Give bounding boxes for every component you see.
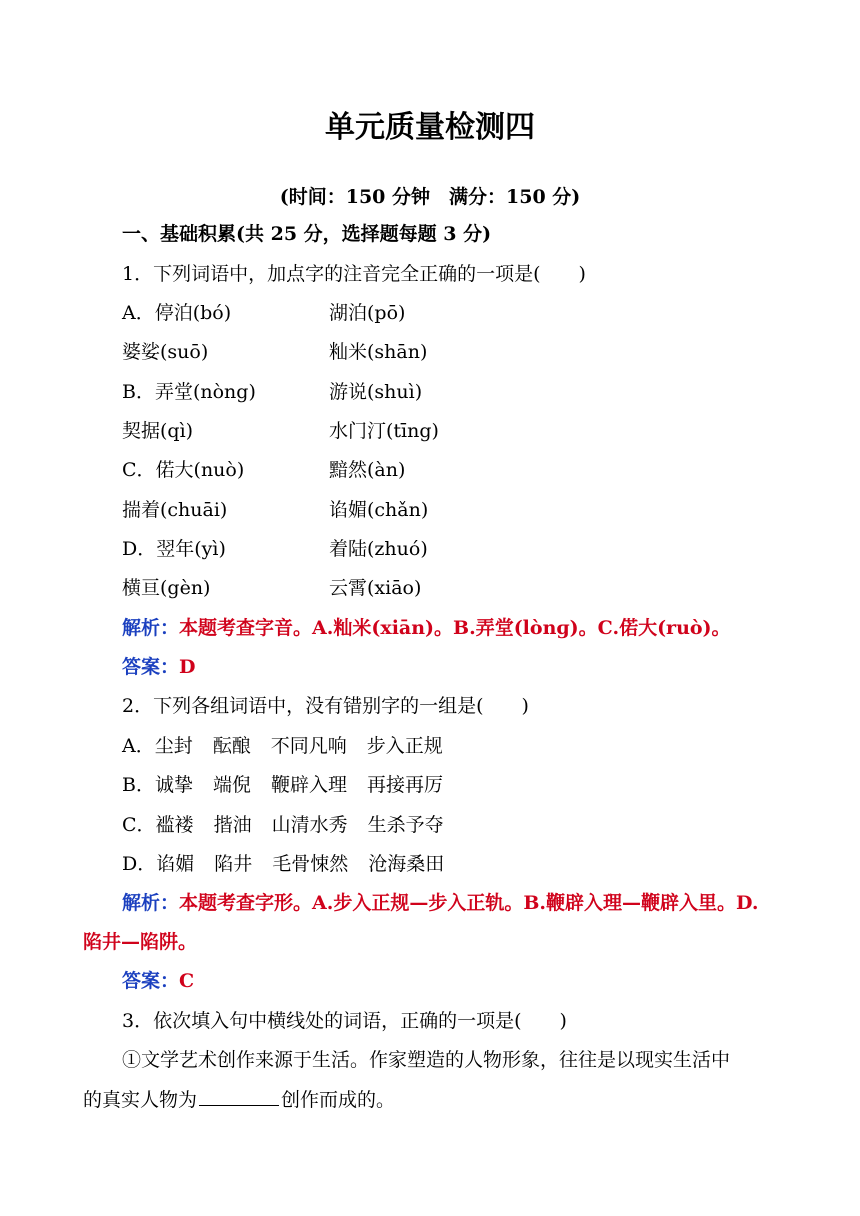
analysis-text: 本题考查字形。A.步入正规—步入正轨。B.鞭辟入理—鞭辟入里。D. (179, 892, 759, 914)
option-word: 步入正规 (366, 735, 443, 757)
analysis-text-cont: 陷井—陷阱。 (83, 931, 198, 953)
option-word: 诚挚 (154, 774, 193, 796)
option-left: 婆娑(suō) (122, 341, 209, 363)
option-row (122, 734, 463, 758)
analysis-label: 解析： (122, 617, 180, 639)
question-3-paragraph-cont (83, 1087, 395, 1112)
question-3-paragraph: ①文学艺术创作来源于生活。作家塑造的人物形象，往往是以现实生活中 (122, 1049, 731, 1071)
option-left: A．停泊(bó) (122, 302, 232, 324)
option-word: 揩油 (213, 814, 252, 836)
answer-label: 答案： (122, 656, 180, 678)
question-3-stem: 3．依次填入句中横线处的词语，正确的一项是( ) (122, 1010, 567, 1032)
answer-value: C (179, 970, 195, 992)
option-left: 横亘(gèn) (122, 577, 211, 599)
option-word: 不同凡响 (270, 735, 347, 757)
option-row (122, 813, 464, 837)
question-2-stem: 2．下列各组词语中，没有错别字的一组是( ) (122, 695, 529, 717)
question-2-analysis (122, 891, 758, 915)
option-right: 湖泊(pō) (329, 302, 406, 324)
option-label: A． (122, 735, 155, 757)
option-word: 毛骨悚然 (272, 853, 349, 875)
option-label: B． (122, 774, 155, 796)
page-title: 单元质量检测四 (325, 110, 535, 145)
option-row (122, 852, 464, 876)
option-right: 黯然(àn) (329, 459, 406, 481)
option-left: C．偌大(nuò) (122, 459, 245, 481)
option-word: 山清水秀 (271, 814, 348, 836)
question-2-analysis-cont (83, 930, 197, 954)
question-1-stem: 1．下列词语中，加点字的注音完全正确的一项是( ) (122, 263, 586, 285)
option-left: D．翌年(yì) (122, 538, 226, 560)
analysis-text: 本题考查字音。A.籼米(xiān)。B.弄堂(lònɡ)。C.偌大(ruò)。 (179, 617, 731, 639)
option-right: 云霄(xiāo) (329, 577, 422, 599)
option-left: 揣着(chuāi) (122, 499, 228, 521)
option-word: 端倪 (212, 774, 251, 796)
option-label: D． (122, 853, 157, 875)
option-row (122, 773, 463, 797)
option-label: C． (122, 814, 156, 836)
analysis-label: 解析： (122, 892, 180, 914)
option-word: 生杀予夺 (367, 814, 444, 836)
paragraph-text: 的真实人物为 (83, 1089, 198, 1111)
option-right: 着陆(zhuó) (329, 538, 428, 560)
question-1-analysis (122, 616, 731, 640)
exam-info: (时间：150 分钟 满分：150 分) (279, 186, 581, 208)
option-right: 游说(shuì) (329, 381, 423, 403)
option-right: 水门汀(tīng) (329, 420, 439, 442)
option-word: 褴褛 (155, 814, 194, 836)
option-left: 契据(qì) (122, 420, 194, 442)
answer-value: D (179, 656, 196, 678)
option-word: 谄媚 (156, 853, 195, 875)
option-word: 鞭辟入理 (271, 774, 348, 796)
answer-label: 答案： (122, 970, 180, 992)
option-left: B．弄堂(nòng) (122, 381, 256, 403)
option-right: 谄媚(chǎn) (329, 499, 429, 521)
paragraph-text: 创作而成的。 (281, 1089, 396, 1111)
option-word: 沧海桑田 (368, 853, 445, 875)
option-word: 陷井 (214, 853, 253, 875)
option-word: 尘封 (154, 735, 193, 757)
fill-in-blank (199, 1087, 279, 1106)
question-1-answer (122, 655, 196, 679)
option-word: 再接再厉 (367, 774, 444, 796)
section-heading: 一、基础积累(共 25 分，选择题每题 3 分) (122, 223, 492, 245)
option-word: 酝酿 (212, 735, 251, 757)
question-2-answer (122, 969, 194, 993)
option-right: 籼米(shān) (329, 341, 428, 363)
